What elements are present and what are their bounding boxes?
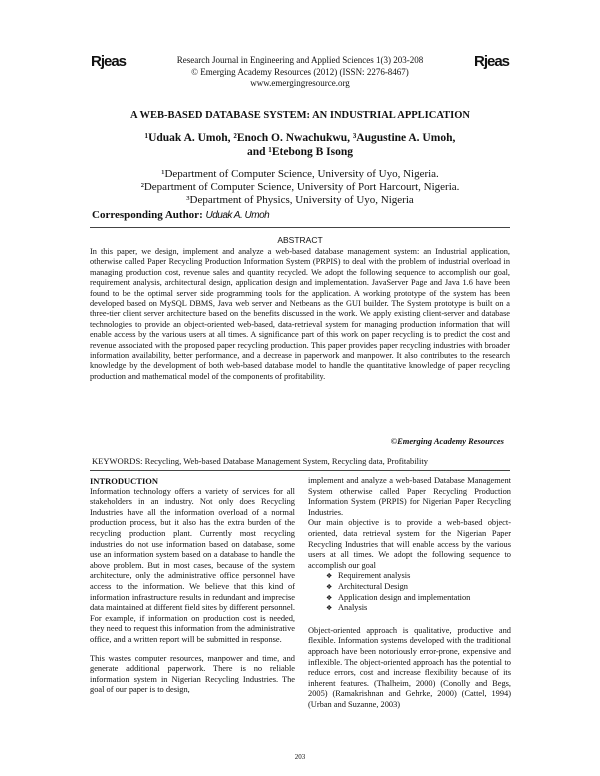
keywords: KEYWORDS: Recycling, Web-based Database Management System, Recycling data, Profitability: [92, 456, 429, 466]
goal-item: ❖ Requirement analysis: [326, 571, 511, 582]
affiliation-2: ²Department of Computer Science, University of Port Harcourt, Nigeria.: [140, 181, 460, 193]
intro-paragraph-1: Information technology offers a variety of services for all stakeholders in an industry. Not only does Recycling Industries have all the information overload of a normal production process, but it also has the extra burden of the recycling production plant. Currently most recycling industries do not use information based on database, some use an information system based on a database to handle the above problem. But in most cases, because of the system architecture, only the administrative office personnel have access to the information. We believe that this kind of information infrastructure results in redundant and imprecise data maintained at different field sites by different personnel. For example, if information on production cost is needed, they need to request this information from the administrative office, and a written report will be submitted in response.: [90, 486, 295, 644]
section-heading-introduction: INTRODUCTION: [90, 476, 159, 486]
goal-list: [308, 571, 511, 613]
journal-line: Research Journal in Engineering and Applied Sciences 1(3) 203-208: [176, 55, 424, 65]
divider-keywords: [90, 470, 510, 471]
goal-item: ❖ Architectural Design: [326, 582, 511, 593]
authors-line-1: ¹Uduak A. Umoh, ²Enoch O. Nwachukwu, ³Augustine A. Umoh,: [144, 132, 456, 144]
affiliations: [90, 168, 510, 207]
paper-title: A WEB-BASED DATABASE SYSTEM: AN INDUSTRIAL APPLICATION: [130, 110, 470, 121]
authors-line-2: and ¹Etebong B Isong: [246, 146, 354, 158]
right-paragraph-2: Our main objective is to provide a web-based object-oriented, data retrieval system for the Nigerian Paper Recycling Industries that will enable access by the various users at all times. We adopt the following sequence to accomplish our goal: [308, 518, 511, 570]
author-list: [90, 131, 510, 159]
abstract-text: In this paper, we design, implement and analyze a web-based database management system: an Industrial application, otherwise called Paper Recycling Production Information System (PRPIS) to deal with the problem of industrial overload in managing production cost, revenue sales and quantity recycled. We adopt the following sequence to accomplish our goal, requirement analysis, architectural design, application design and implementation. JavaServer Page and Java 1.6 have been found to be the optimal server side programming tools for the application. A working prototype of the system has been developed based on MySQL DBMS, Java web server and Netbeans as the GUI builder. The System prototype is built on a three-tier client server architecture based on the benefits discussed in the work. We apply existing client-server and database technologies to provide an object-oriented web-based, data-retrieval system for managing production information that will enable access by the various users at all times. A significance part of this work on paper recycling is to predict the cost and revenue associated with the proposed paper recycling production. This paper provides paper recycling industries with broader information availability, better performance, and a decrease in paperwork and manpower. It also contributes to the research knowledge by the development of both web-based database model to handle the quantitative knowledge of paper recycling production and mathematical model of the components of profitability.: [90, 247, 510, 381]
goal-item: ❖ Analysis: [326, 603, 511, 614]
intro-paragraph-2: This wastes computer resources, manpower and time, and generate additional paperwork. There is no reliable information system in Nigerian Recycling Industries. The goal of our paper is to design,: [90, 653, 295, 695]
corresponding-name: Uduak A. Umoh: [205, 210, 270, 221]
page-number: 203: [294, 753, 306, 761]
copyright-notice: ©Emerging Academy Resources: [390, 436, 504, 446]
right-paragraph-3: Object-oriented approach is qualitative, productive and flexible. Information systems developed with the traditional approach have been notoriously error-prone, expensive and inflexible. The object-oriented approach has the potential to reduce errors, cost and increase flexibility because of its inherent features. (Thalheim, 2000) (Conolly and Begs, 2005) (Ramakrishnan and Gehrke, 2000) (Cattel, 1994) (Urban and Suzanne, 2003): [308, 625, 511, 709]
corresponding-author: [92, 209, 269, 221]
goal-item: ❖ Application design and implementation: [326, 593, 511, 604]
corresponding-label: Corresponding Author:: [92, 209, 203, 221]
journal-header: [150, 55, 450, 90]
affiliation-3: ³Department of Physics, University of Uyo, Nigeria: [186, 194, 414, 206]
right-column: [308, 476, 511, 718]
right-paragraph-1: implement and analyze a web-based Database Management System otherwise called Paper Recycling Production Information System (PRPIS) for Nigerian Paper Recycling Industries.: [308, 476, 511, 517]
left-column: [90, 476, 295, 704]
abstract-heading: ABSTRACT: [277, 235, 323, 245]
journal-logo-left: Rjeas: [91, 53, 127, 70]
journal-logo-right: Rjeas: [474, 53, 510, 70]
divider-top: [90, 227, 510, 228]
affiliation-1: ¹Department of Computer Science, University of Uyo, Nigeria.: [161, 168, 439, 180]
website-link[interactable]: www.emergingresource.org: [250, 78, 350, 88]
publisher-line: © Emerging Academy Resources (2012) (ISSN: 2276-8467): [191, 66, 409, 77]
